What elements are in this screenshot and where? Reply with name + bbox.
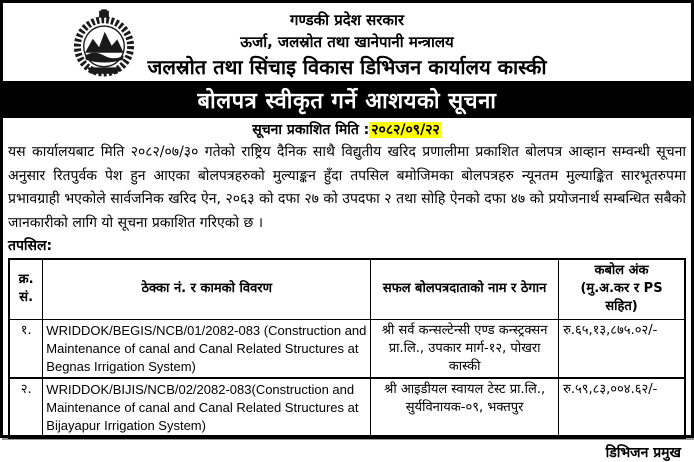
- signature-title: डिभिजन प्रमुख: [605, 445, 681, 462]
- row2-contract-description: WRIDDOK/BIJIS/NCB/02/2082-083(Construction and Maintenance of canal and Canal Related Structures at Bijayapur Irrigation System): [43, 378, 371, 438]
- row2-quoted-amount: रु.५९,८३,००४.६२/-: [559, 378, 685, 438]
- table-row: [9, 319, 685, 378]
- notice-title-banner: [3, 81, 691, 118]
- row1-quoted-amount: रु.६५,१३,८७५.०२/-: [559, 319, 685, 378]
- notice-paragraph: यस कार्यालयबाट मिति २०८२/०७/३० गतेको राष्ट्रिय दैनिक साथै विद्युतीय खरिद प्रणालीमा प्रकाशित बोलपत्र आव्हान सम्वन्धी सूचना अनुसार रितपुर्वक पेश हुन आएका बोलपत्रहरुको मुल्याङ्कन हुँदा तपसिल बमोजिमका बोलपत्रहरु न्यूनतम मुल्याङ्कित सारभूतरुपमा प्रभावग्राही भएकोले सार्वजनिक खरिद ऐन, २०६३ को दफा २७ को उपदफा २ तथा सोहि ऐनको दफा ४७ को प्रयोजनार्थ सम्बन्धित सबैको जानकारीको लागि यो सूचना प्रकाशित गरिएको छ ।: [8, 144, 686, 231]
- details-label: तपसिल:: [8, 238, 53, 255]
- notice-title: बोलपत्र स्वीकृत गर्ने आशयको सूचना: [197, 88, 497, 114]
- row2-successful-bidder: श्री आइडीयल स्वायल टेस्ट प्रा.लि., सुर्यविनायक-०९, भक्तपुर: [371, 378, 559, 438]
- row1-serial-number: १.: [9, 319, 43, 378]
- row1-successful-bidder: श्री सर्व कन्सल्टेन्सी एण्ड कन्स्ट्रक्सन प्रा.लि., उपकार मार्ग-१२, पोखरा कास्की: [371, 319, 559, 378]
- province-government-name: गण्डकी प्रदेश सरकार: [290, 11, 404, 29]
- row1-contract-description: WRIDDOK/BEGIS/NCB/01/2082-083 (Construction and Maintenance of canal and Canal Related Structures at Begnas Irrigation System): [43, 319, 371, 378]
- notice-body-section: [3, 121, 691, 462]
- column-header-successful-bidder: सफल बोलपत्रदाताको नाम र ठेगान: [371, 259, 559, 319]
- letterhead: [3, 3, 691, 81]
- ministry-name: ऊर्जा, जलस्रोत तथा खानेपानी मन्त्रालय: [240, 33, 454, 51]
- column-header-serial-number: क्र. सं.: [9, 259, 43, 319]
- nepal-government-emblem-icon: [69, 10, 139, 80]
- column-header-contract-description: ठेक्का नं. र कामको विवरण: [43, 259, 371, 319]
- row2-serial-number: २.: [9, 378, 43, 438]
- publication-date-value: २०८२/०९/२२: [371, 122, 440, 138]
- tender-results-table: [8, 258, 686, 439]
- publication-date-line: [8, 121, 686, 140]
- publication-date-label: सूचना प्रकाशित मिति :: [252, 122, 370, 138]
- table-header-row: [9, 259, 685, 319]
- column-header-quoted-amount: कबोल अंक (मु.अ.कर र PS सहित): [559, 259, 685, 319]
- table-row: [9, 378, 685, 438]
- office-name: जलस्रोत तथा सिंचाइ विकास डिभिजन कार्यालय कास्की: [147, 55, 547, 79]
